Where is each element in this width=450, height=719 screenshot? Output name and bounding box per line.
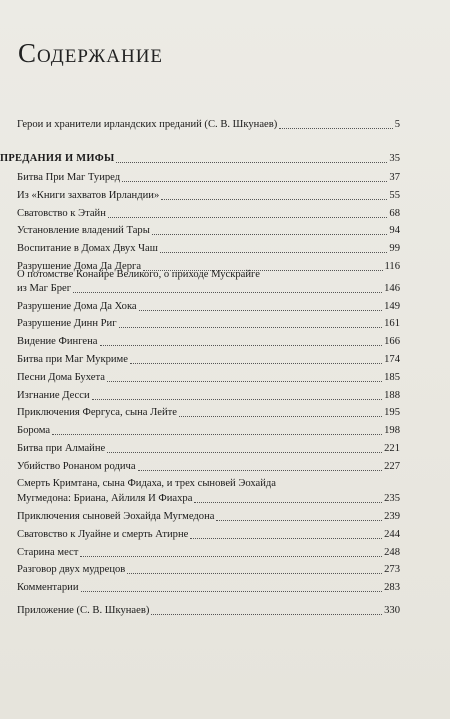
toc-entry-label: из Маг Брег — [17, 283, 72, 294]
toc-entry-page: 244 — [384, 529, 400, 540]
toc-leader-dots — [138, 470, 383, 471]
toc-leader-dots — [179, 416, 382, 417]
toc-leader-dots — [107, 452, 382, 453]
toc-entry-page: 221 — [384, 443, 400, 454]
toc-entry-intro — [17, 119, 400, 131]
toc-entry-label: Воспитание в Домах Двух Чаш — [17, 243, 158, 254]
toc-section-heading — [0, 153, 400, 165]
toc-entry-page: 239 — [384, 511, 400, 522]
toc-entry-label: Видение Фингена — [17, 336, 98, 347]
page-title: Содержание — [18, 38, 164, 68]
toc-leader-dots — [92, 399, 382, 400]
toc-entry-label: Сватовство к Этайн — [17, 208, 106, 219]
toc-entry-label: Приключения Фергуса, сына Лейте — [17, 407, 177, 418]
toc-entry-page: 166 — [384, 336, 400, 347]
toc-leader-dots — [190, 538, 382, 539]
toc-entry-page: 198 — [384, 425, 400, 436]
toc-entry — [17, 225, 400, 237]
toc-leader-dots — [160, 252, 387, 253]
toc-entry — [17, 425, 400, 437]
toc-leader-dots — [194, 502, 382, 503]
toc-leader-dots — [152, 234, 388, 235]
toc-leader-dots — [127, 573, 382, 574]
toc-leader-dots — [139, 310, 382, 311]
toc-entry-label: Герои и хранители ирландских преданий (С. В. Шкунаев) — [17, 119, 278, 130]
toc-entry-page: 116 — [384, 261, 400, 272]
toc-leader-dots — [100, 345, 383, 346]
toc-leader-dots — [81, 591, 383, 592]
toc-entry — [17, 461, 400, 473]
toc-entry-label: Песни Дома Бухета — [17, 372, 105, 383]
toc-entry-page: 185 — [384, 372, 400, 383]
toc-entry — [17, 547, 400, 559]
toc-entry-page: 37 — [389, 172, 400, 183]
toc-entry-label: Сватовство к Луайне и смерть Атирне — [17, 529, 189, 540]
toc-entry — [17, 283, 400, 295]
toc-entry-page: 68 — [389, 208, 400, 219]
toc-entry-label: Битва при Маг Мукриме — [17, 354, 128, 365]
toc-leader-dots — [80, 556, 382, 557]
toc-entry-page: 174 — [384, 354, 400, 365]
toc-entry-label: Битва При Маг Туиред — [17, 172, 121, 183]
toc-entry — [17, 529, 400, 541]
toc-entry-label: Из «Книги захватов Ирландии» — [17, 190, 160, 201]
toc-entry-page: 195 — [384, 407, 400, 418]
toc-entry-page: 235 — [384, 493, 400, 504]
toc-entry-label: Приключения сыновей Эохайда Мугмедона — [17, 511, 215, 522]
toc-entry — [17, 318, 400, 330]
toc-entry-page: 55 — [389, 190, 400, 201]
toc-entry-label: Разрушение Динн Риг — [17, 318, 117, 329]
toc-entry-page: 146 — [384, 283, 400, 294]
toc-leader-dots — [52, 434, 382, 435]
toc-entry-appendix — [17, 605, 400, 617]
toc-leader-dots — [151, 614, 382, 615]
toc-section-label: ПРЕДАНИЯ И МИФЫ — [0, 153, 115, 164]
toc-entry — [17, 336, 400, 348]
toc-entry-label: Установление владений Тары — [17, 225, 150, 236]
toc-entry-label: Приложение (С. В. Шкунаев) — [17, 605, 150, 616]
toc-leader-dots — [130, 363, 382, 364]
toc-entry-page: 188 — [384, 390, 400, 401]
toc-entry-page: 227 — [384, 461, 400, 472]
toc-entry-label: Старина мест — [17, 547, 79, 558]
toc-entry-page: 248 — [384, 547, 400, 558]
toc-entry — [17, 208, 400, 220]
toc-entry-page: 330 — [384, 605, 400, 616]
toc-leader-dots — [279, 128, 392, 129]
toc-leader-dots — [216, 520, 382, 521]
toc-leader-dots — [107, 381, 382, 382]
toc-entry — [17, 582, 400, 594]
toc-entry-label: Разрушение Дома Да Хока — [17, 301, 137, 312]
toc-entry-label: Битва при Алмайне — [17, 443, 106, 454]
toc-entry — [17, 243, 400, 255]
toc-entry — [17, 511, 400, 523]
toc-leader-dots — [119, 327, 383, 328]
toc-entry-label: Разговор двух мудрецов — [17, 564, 126, 575]
toc-entry-page: 161 — [384, 318, 400, 329]
toc-leader-dots — [122, 181, 387, 182]
toc-leader-dots — [108, 217, 388, 218]
toc-entry-page: 283 — [384, 582, 400, 593]
toc-entry — [17, 354, 400, 366]
toc-section-page: 35 — [389, 153, 400, 164]
toc-entry-label: Убийство Ронаном родича — [17, 461, 136, 472]
toc-entry — [17, 301, 400, 313]
toc-entry-page: 149 — [384, 301, 400, 312]
toc-entry — [17, 390, 400, 402]
toc-entry-line1: Смерть Кримтана, сына Фидаха, и трех сыновей Эохайда — [17, 478, 277, 489]
toc-entry-line1: О потомстве Конайре Великого, о приходе Мускрайге — [17, 269, 260, 280]
toc-entry — [17, 493, 400, 505]
toc-entry-page: 94 — [389, 225, 400, 236]
toc-entry — [17, 372, 400, 384]
toc-entry-label: Мугмедона: Бриана, Айлиля И Фиахра — [17, 493, 193, 504]
toc-leader-dots — [116, 162, 387, 163]
toc-entry — [17, 407, 400, 419]
toc-entry-label: Комментарии — [17, 582, 79, 593]
toc-leader-dots — [73, 292, 382, 293]
toc-entry-label: Разрушение Дома Да Дерга — [17, 261, 142, 272]
toc-entry — [17, 564, 400, 576]
toc-entry-page: 5 — [394, 119, 400, 130]
toc-entry-page: 99 — [389, 243, 400, 254]
toc-entry-page: 273 — [384, 564, 400, 575]
toc-leader-dots — [161, 199, 387, 200]
toc-entry — [17, 172, 400, 184]
toc-entry-label: Борома — [17, 425, 51, 436]
toc-entry — [17, 443, 400, 455]
toc-entry — [17, 190, 400, 202]
toc-entry-label: Изгнание Десси — [17, 390, 90, 401]
